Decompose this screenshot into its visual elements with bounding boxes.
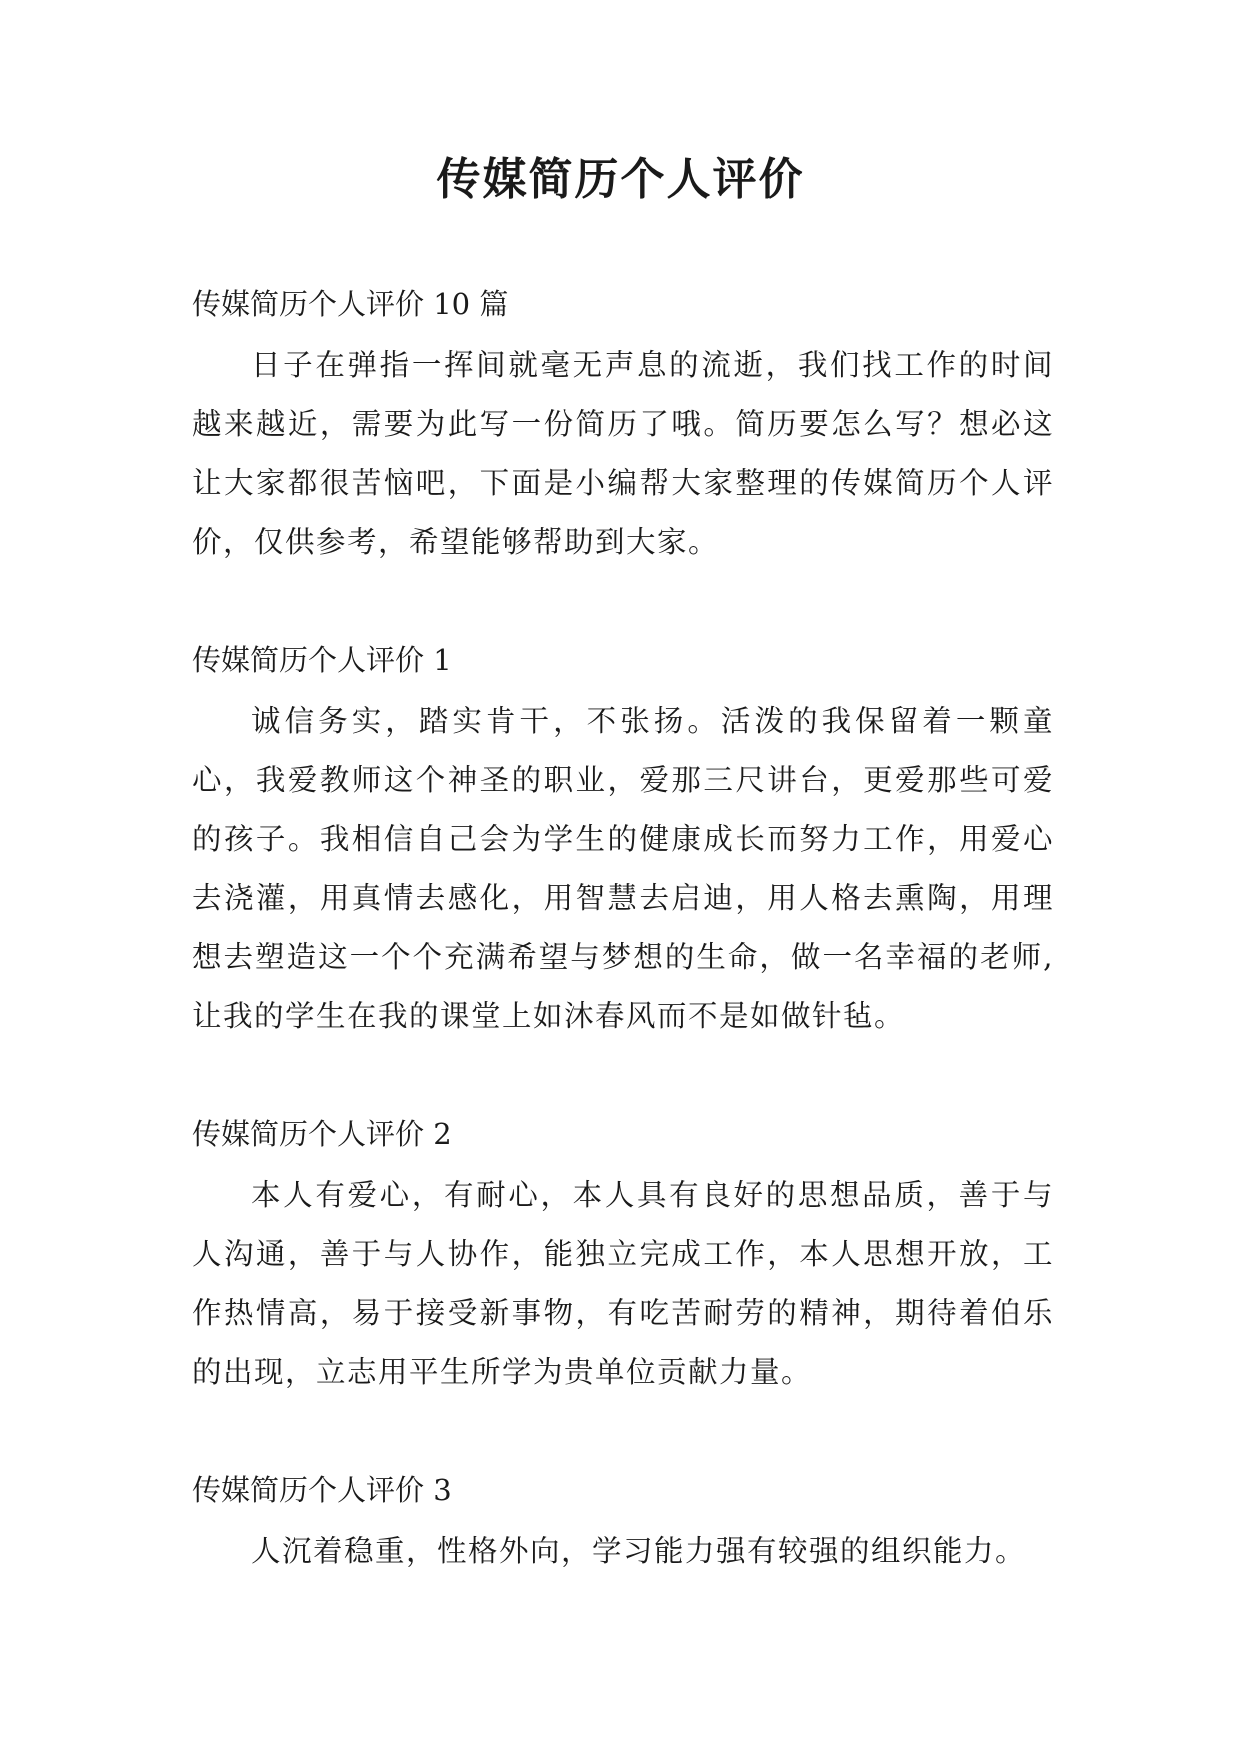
section-heading: 传媒简历个人评价 1 (192, 643, 452, 677)
section-heading: 传媒简历个人评价 10 篇 (192, 287, 509, 321)
section-paragraph: 诚信务实，踏实肯干，不张扬。活泼的我保留着一颗童心，我爱教师这个神圣的职业，爱那三尺讲台，更爱那些可爱的孩子。我相信自己会为学生的健康成长而努力工作，用爱心去浇灌，用真情去感化，用智慧去启迪，用人格去熏陶，用理想去塑造这一个个充满希望与梦想的生命，做一名幸福的老师,让我的学生在我的课堂上如沐春风而不是如做针毡。 (192, 704, 1054, 1033)
section-paragraph: 本人有爱心，有耐心，本人具有良好的思想品质，善于与人沟通，善于与人协作，能独立完成工作，本人思想开放，工作热情高，易于接受新事物，有吃苦耐劳的精神，期待着伯乐的出现，立志用平生所学为贵单位贡献力量。 (192, 1178, 1054, 1389)
section-spacer (192, 572, 1054, 638)
section-spacer (192, 1402, 1054, 1468)
section-paragraph: 日子在弹指一挥间就毫无声息的流逝，我们找工作的时间越来越近，需要为此写一份简历了哦。简历要怎么写？想必这让大家都很苦恼吧，下面是小编帮大家整理的传媒简历个人评价，仅供参考，希望能够帮助到大家。 (192, 348, 1054, 559)
section-heading: 传媒简历个人评价 3 (192, 1473, 452, 1507)
section-heading: 传媒简历个人评价 2 (192, 1117, 452, 1151)
section-paragraph: 人沉着稳重，性格外向，学习能力强有较强的组织能力。 (251, 1534, 1027, 1568)
document-title: 传媒简历个人评价 (436, 154, 805, 205)
section-spacer (192, 1046, 1054, 1112)
document-body (192, 282, 1054, 1581)
